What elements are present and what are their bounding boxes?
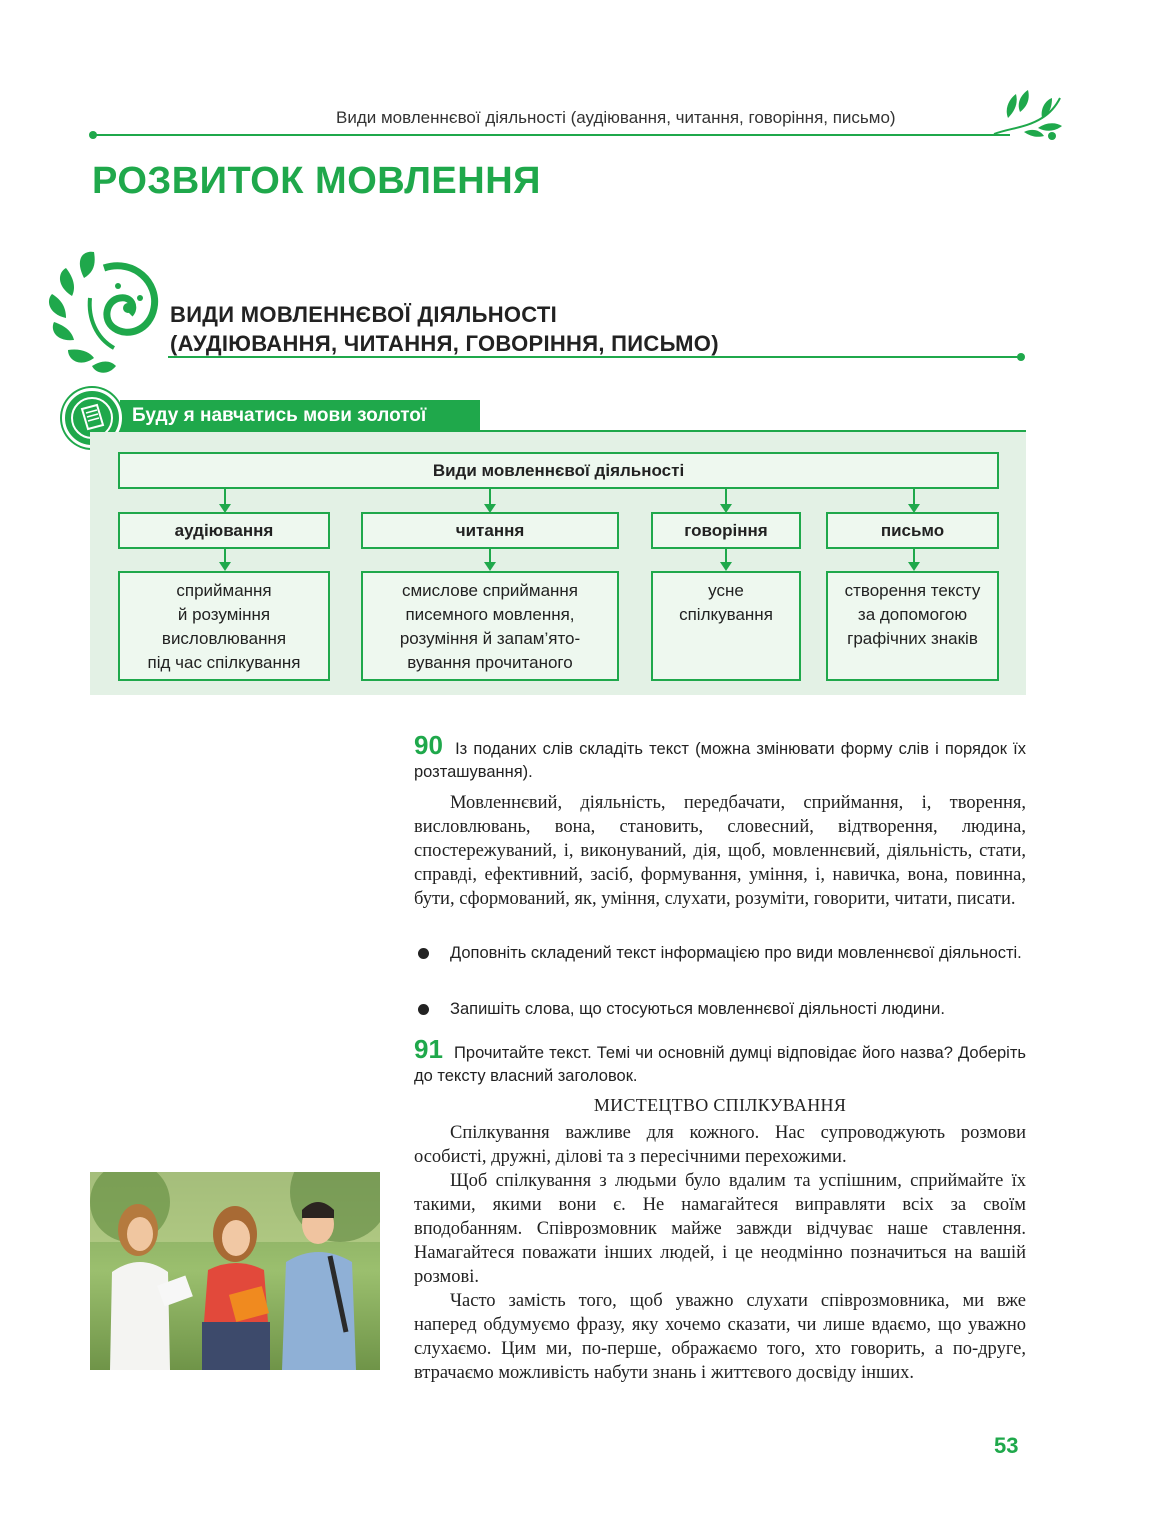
arrow-icon (489, 549, 491, 569)
branch-label: аудіювання (118, 512, 330, 549)
exercise-number: 90 (414, 730, 443, 760)
reading-text (414, 1121, 1026, 1385)
description-line: сприймання (176, 581, 272, 600)
task-text: Із поданих слів складіть текст (можна змінювати форму слів і порядок їх розташування). (414, 740, 1026, 781)
exercise-90-task (414, 730, 1026, 784)
description-line: графічних знаків (847, 629, 978, 648)
banner: Буду я навчатись мови золотої (120, 400, 480, 431)
students-photo (90, 1172, 380, 1370)
description-line: й розуміння (177, 605, 271, 624)
description-line: писемного мовлення, (405, 605, 575, 624)
diagram-root: Види мовленнєвої діяльності (118, 452, 999, 489)
description-line: спілкування (679, 605, 773, 624)
description-line: розуміння й запам’ято- (399, 629, 581, 648)
section-title (170, 300, 719, 358)
bullet-icon (418, 1004, 429, 1015)
text-title: МИСТЕЦТВО СПІЛКУВАННЯ (593, 1095, 847, 1115)
section-title-line2: (АУДІЮВАННЯ, ЧИТАННЯ, ГОВОРІННЯ, ПИСЬМО) (170, 331, 719, 356)
arrow-icon (913, 549, 915, 569)
flower-ornament-icon (990, 88, 1066, 144)
bullet-icon (418, 948, 429, 959)
description-line: створення тексту (844, 581, 981, 600)
branch-description (118, 571, 330, 681)
paragraph: Щоб спілкування з людьми було вдалим та успішним, сприймайте їх такими, якими вони є. Не намагайтеся виправляти всіх за своїм вподобанням. Співрозмовник майже завжди відчуває наше ставлення. Намагайтеся поважати інших людей, і це неодмінно позначиться на вашій розмові. (414, 1171, 1026, 1287)
paragraph: Спілкування важливе для кожного. Нас супроводжують розмови особисті, дружні, ділові та з пересічними перехожими. (414, 1123, 1026, 1167)
arrow-icon (224, 549, 226, 569)
arrow-icon (725, 549, 727, 569)
description-line: усне (708, 581, 744, 600)
running-header: Види мовленнєвої діяльності (аудіювання, читання, говоріння, письмо) (336, 108, 896, 127)
bullet-item (418, 942, 1026, 965)
branch-label: читання (361, 512, 619, 549)
bullet-item (418, 998, 1026, 1021)
description-line: за допомогою (857, 605, 968, 624)
branch-description (361, 571, 619, 681)
section-title-line1: ВИДИ МОВЛЕННЄВОЇ ДІЯЛЬНОСТІ (170, 302, 558, 327)
bullet-text: Доповніть складений текст інформацією про види мовленнєвої діяльності. (450, 944, 1022, 962)
section-rule (168, 356, 1020, 358)
arrow-icon (224, 489, 226, 511)
task-text: Прочитайте текст. Темі чи основній думці відповідає його назва? Доберіть до тексту власний заголовок. (414, 1044, 1026, 1085)
description-line: під час спілкування (147, 653, 301, 672)
exercise-91-task (414, 1034, 1026, 1088)
exercise-90-words: Мовленнєвий, діяльність, передбачати, сприймання, і, творення, висловлювань, вона, становить, словесний, відтворення, людина, спостережуваний, і, виконуваний, дія, щоб, мовленнєвий, діяльність, стати, справді, ефективний, засіб, формування, уміння, і, навичка, вона, повинна, бути, сформований, як, уміння, слухати, розуміти, говорити, читати, писати. (414, 793, 1026, 909)
header-rule (92, 134, 1010, 136)
arrow-icon (489, 489, 491, 511)
description-line: вування прочитаного (407, 653, 573, 672)
arrow-icon (725, 489, 727, 511)
branch-description (651, 571, 801, 681)
paragraph: Часто замість того, щоб уважно слухати співрозмовника, ми вже наперед обдумуємо фразу, яку хочемо сказати, чи лише вдаємо, що уважно слухаємо. Цим ми, по-перше, ображаємо того, хто говорить, а по-друге, втрачаємо можливість набути знань і життєвого досвіду інших. (414, 1291, 1026, 1383)
description-line: висловлювання (161, 629, 287, 648)
section-rule-dot (1017, 353, 1025, 361)
header-rule-dot (89, 131, 97, 139)
bullet-text: Запишіть слова, що стосуються мовленнєвої діяльності людини. (450, 1000, 945, 1018)
branch-label: говоріння (651, 512, 801, 549)
floral-ornament-icon (44, 248, 164, 383)
exercise-number: 91 (414, 1034, 443, 1064)
branch-label: письмо (826, 512, 999, 549)
branch-description (826, 571, 999, 681)
description-line: смислове сприймання (401, 581, 579, 600)
speech-activity-diagram (90, 432, 1026, 695)
chapter-title: РОЗВИТОК МОВЛЕННЯ (92, 160, 541, 202)
page-number: 53 (994, 1433, 1019, 1458)
arrow-icon (913, 489, 915, 511)
